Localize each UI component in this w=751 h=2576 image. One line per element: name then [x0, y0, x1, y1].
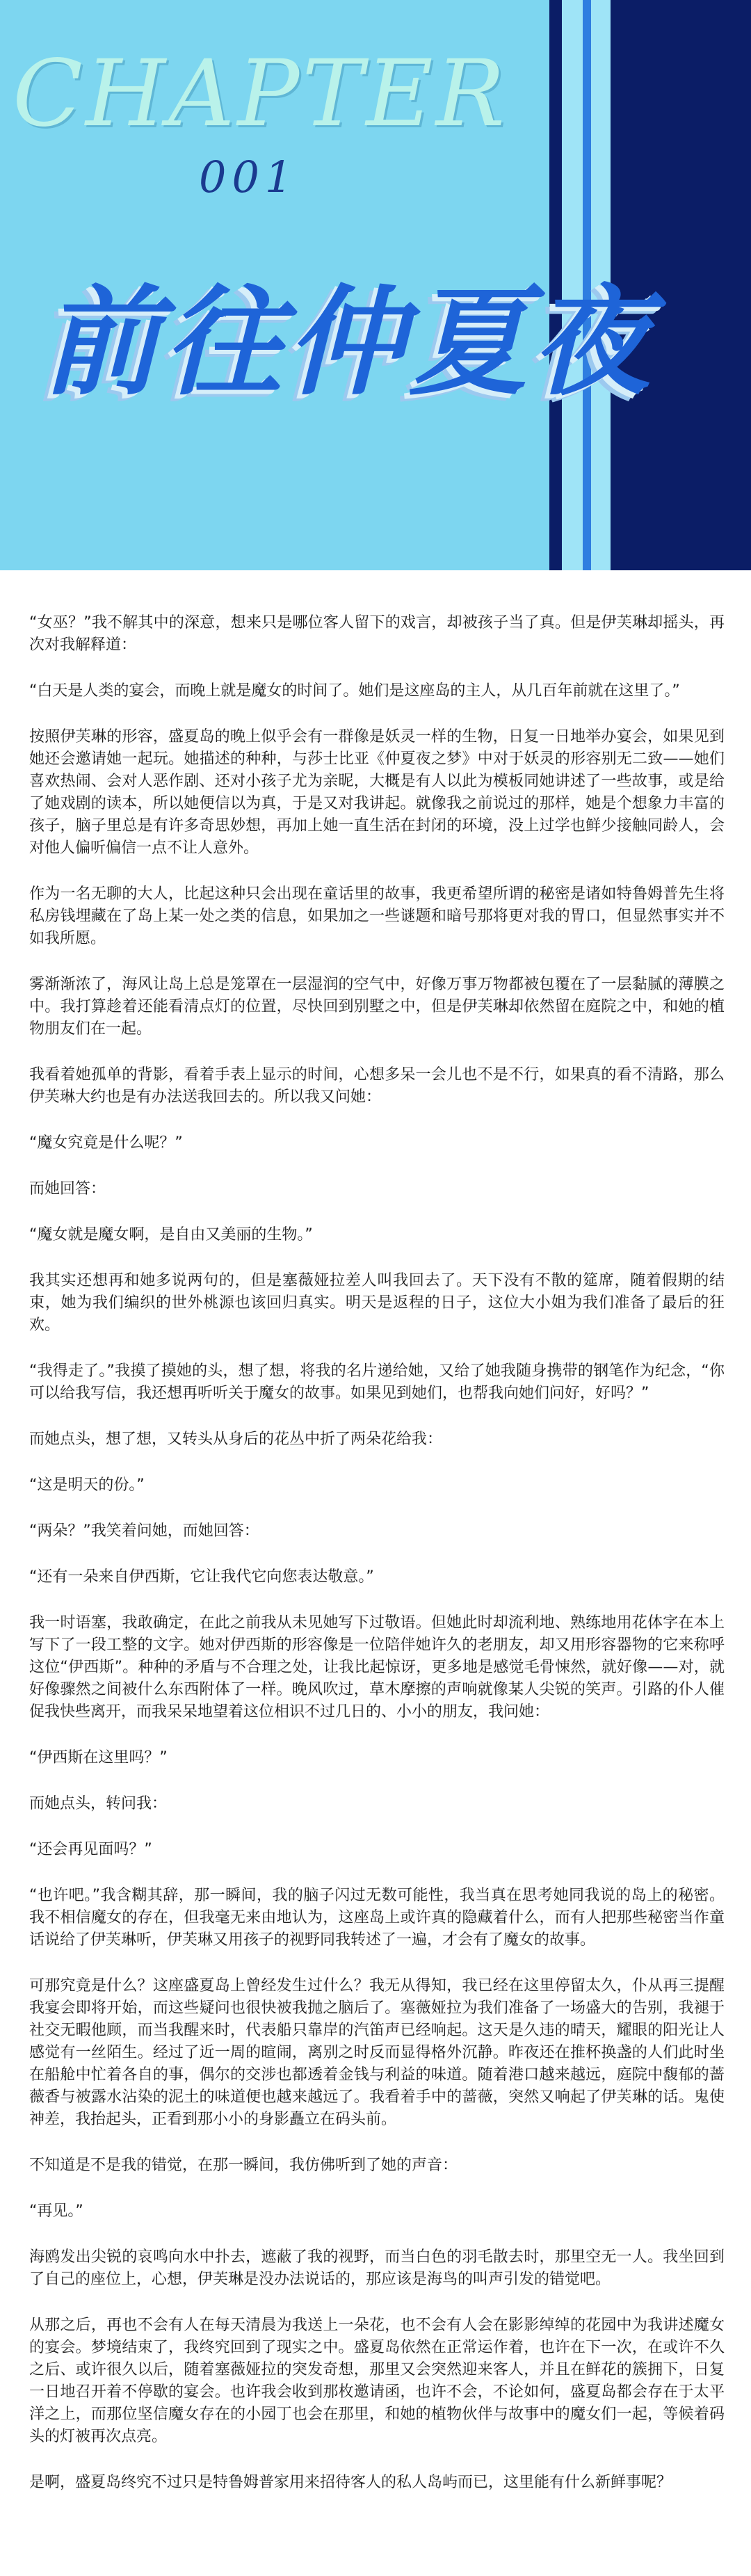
paragraph: 作为一名无聊的大人，比起这种只会出现在童话里的故事，我更希望所谓的秘密是诸如特鲁姆普先生将私房钱埋藏在了岛上某一处之类的信息，如果加之一些谜题和暗号那将更对我的胃口，但显然事实并不如我所愿。 — [29, 885, 725, 947]
paragraph: 海鸥发出尖锐的哀鸣向水中扑去，遮蔽了我的视野，而当白色的羽毛散去时，那里空无一人。我坐回到了自己的座位上，心想，伊芙琳是没办法说话的，那应该是海鸟的叫声引发的错觉吧。 — [29, 2248, 725, 2288]
paragraph: 我看着她孤单的背影，看着手表上显示的时间，心想多呆一会儿也不是不行，如果真的看不清路，那么伊芙琳大约也是有办法送我回去的。所以我又问她： — [29, 1066, 725, 1106]
paragraph: “还有一朵来自伊西斯，它让我代它向您表达敬意。” — [29, 1568, 374, 1586]
paragraph: 从那之后，再也不会有人在每天清晨为我送上一朵花，也不会有人会在影影绰绰的花园中为我讲述魔女的宴会。梦境结束了，我终究回到了现实之中。盛夏岛依然在正常运作着，也许在下一次，在或许不久之后、或许很久以后，随着塞薇娅拉的突发奇想，那里又会突然迎来客人，并且在鲜花的簇拥下，日复一日地召开着不停歇的宴会。也许我会收到那枚邀请函，也许不会，不论如何，盛夏岛都会存在于太平洋之上，而那位坚信魔女存在的小园丁也会在那里，和她的植物伙伴与故事中的魔女们一起，等候着码头的灯被再次点亮。 — [29, 2317, 725, 2445]
paragraph: “魔女究竟是什么呢？” — [29, 1134, 183, 1152]
chapter-title: 前往仲夏夜 — [42, 274, 654, 412]
paragraph: “女巫？”我不解其中的深意，想来只是哪位客人留下的戏言，却被孩子当了真。但是伊芙琳却摇头，再次对我解释道： — [29, 614, 725, 654]
chapter-number: 001 — [199, 152, 298, 202]
paragraph: 按照伊芙琳的形容，盛夏岛的晚上似乎会有一群像是妖灵一样的生物，日复一日地举办宴会，如果见到她还会邀请她一起玩。她描述的种种，与莎士比亚《仲夏夜之梦》中对于妖灵的形容别无二致——她们喜欢热闹、会对人恶作剧、还对小孩子尤为亲昵，大概是有人以此为模板同她讲述了一些故事，或是给了她戏剧的读本，所以她便信以为真，于是又对我讲起。就像我之前说过的那样，她是个想象力丰富的孩子，脑子里总是有许多奇思妙想，再加上她一直生活在封闭的环境，没上过学也鲜少接触同龄人，会对他人偏听偏信一点不让人意外。 — [29, 728, 725, 857]
paragraph: “白天是人类的宴会，而晚上就是魔女的时间了。她们是这座岛的主人，从几百年前就在这里了。” — [29, 682, 680, 700]
paragraph: “两朵？”我笑着问她，而她回答： — [29, 1522, 259, 1540]
paragraph: “我得走了。”我摸了摸她的头，想了想，将我的名片递给她，又给了她我随身携带的钢笔作为纪念，“你可以给我写信，我还想再听听关于魔女的故事。如果见到她们，也帮我向她们问好，好吗？” — [29, 1362, 725, 1402]
paragraph: 雾渐渐浓了，海风让岛上总是笼罩在一层湿润的空气中，好像万事万物都被包覆在了一层黏腻的薄膜之中。我打算趁着还能看清点灯的位置，尽快回到别墅之中，但是伊芙琳却依然留在庭院之中，和她的植物朋友们在一起。 — [29, 976, 725, 1038]
paragraph: 不知道是不是我的错觉，在那一瞬间，我仿佛听到了她的声音： — [29, 2157, 458, 2174]
paragraph: “还会再见面吗？” — [29, 1841, 152, 1858]
chapter-banner — [0, 0, 751, 570]
paragraph: 而她点头，转问我： — [29, 1795, 168, 1812]
article-body — [29, 612, 725, 2518]
paragraph: 是啊，盛夏岛终究不过只是特鲁姆普家用来招待客人的私人岛屿而已，这里能有什么新鲜事呢？ — [29, 2474, 672, 2491]
paragraph: 可那究竟是什么？这座盛夏岛上曾经发生过什么？我无从得知，我已经在这里停留太久，仆从再三提醒我宴会即将开始，而这些疑问也很快被我抛之脑后了。塞薇娅拉为我们准备了一场盛大的告别，我褪于社交无暇他顾，而当我醒来时，代表船只靠岸的汽笛声已经响起。这天是久违的晴天，耀眼的阳光让人感觉有一丝陌生。经过了近一周的暄闹，离别之时反而显得格外沉静。昨夜还在推杯换盏的人们此时坐在船舱中忙着各自的事，偶尔的交涉也都透着金钱与利益的味道。随着港口越来越远，庭院中馥郁的蔷薇香与被露水沾染的泥土的味道便也越来越远了。我看着手中的蔷薇，突然又响起了伊芙琳的话。鬼使神差，我抬起头，正看到那小小的身影矗立在码头前。 — [29, 1977, 725, 2128]
paragraph: “这是明天的份。” — [29, 1476, 145, 1494]
paragraph: 我其实还想再和她多说两句的，但是塞薇娅拉差人叫我回去了。天下没有不散的筵席，随着假期的结束，她为我们编织的世外桃源也该回归真实。明天是返程的日子，这位大小姐为我们准备了最后的狂欢。 — [29, 1272, 725, 1334]
paragraph: 而她回答： — [29, 1180, 106, 1198]
paragraph: 而她点头，想了想，又转头从身后的花丛中折了两朵花给我： — [29, 1431, 443, 1448]
paragraph: “再见。” — [29, 2203, 83, 2220]
paragraph: “也许吧。”我含糊其辞，那一瞬间，我的脑子闪过无数可能性，我当真在思考她同我说的岛上的秘密。我不相信魔女的存在，但我毫无来由地认为，这座岛上或许真的隐藏着什么，而有人把那些秘密当作童话说给了伊芙琳听，伊芙琳又用孩子的视野同我转述了一遍，才会有了魔女的故事。 — [29, 1887, 725, 1949]
paragraph: “伊西斯在这里吗？” — [29, 1749, 168, 1766]
paragraph: “魔女就是魔女啊，是自由又美丽的生物。” — [29, 1226, 313, 1243]
paragraph: 我一时语塞，我敢确定，在此之前我从未见她写下过敬语。但她此时却流利地、熟练地用花体字在本上写下了一段工整的文字。她对伊西斯的形容像是一位陪伴她许久的老朋友，却又用形容器物的它来称呼这位“伊西斯”。种种的矛盾与不合理之处，让我比起惊讶，更多地是感觉毛骨悚然，就好像——对，就好像骤然之间被什么东西附体了一样。晚风吹过，草木摩擦的声响就像某人尖锐的笑声。引路的仆人催促我快些离开，而我呆呆地望着这位相识不过几日的、小小的朋友，我问她： — [29, 1614, 725, 1721]
chapter-label: CHAPTER — [13, 40, 508, 147]
